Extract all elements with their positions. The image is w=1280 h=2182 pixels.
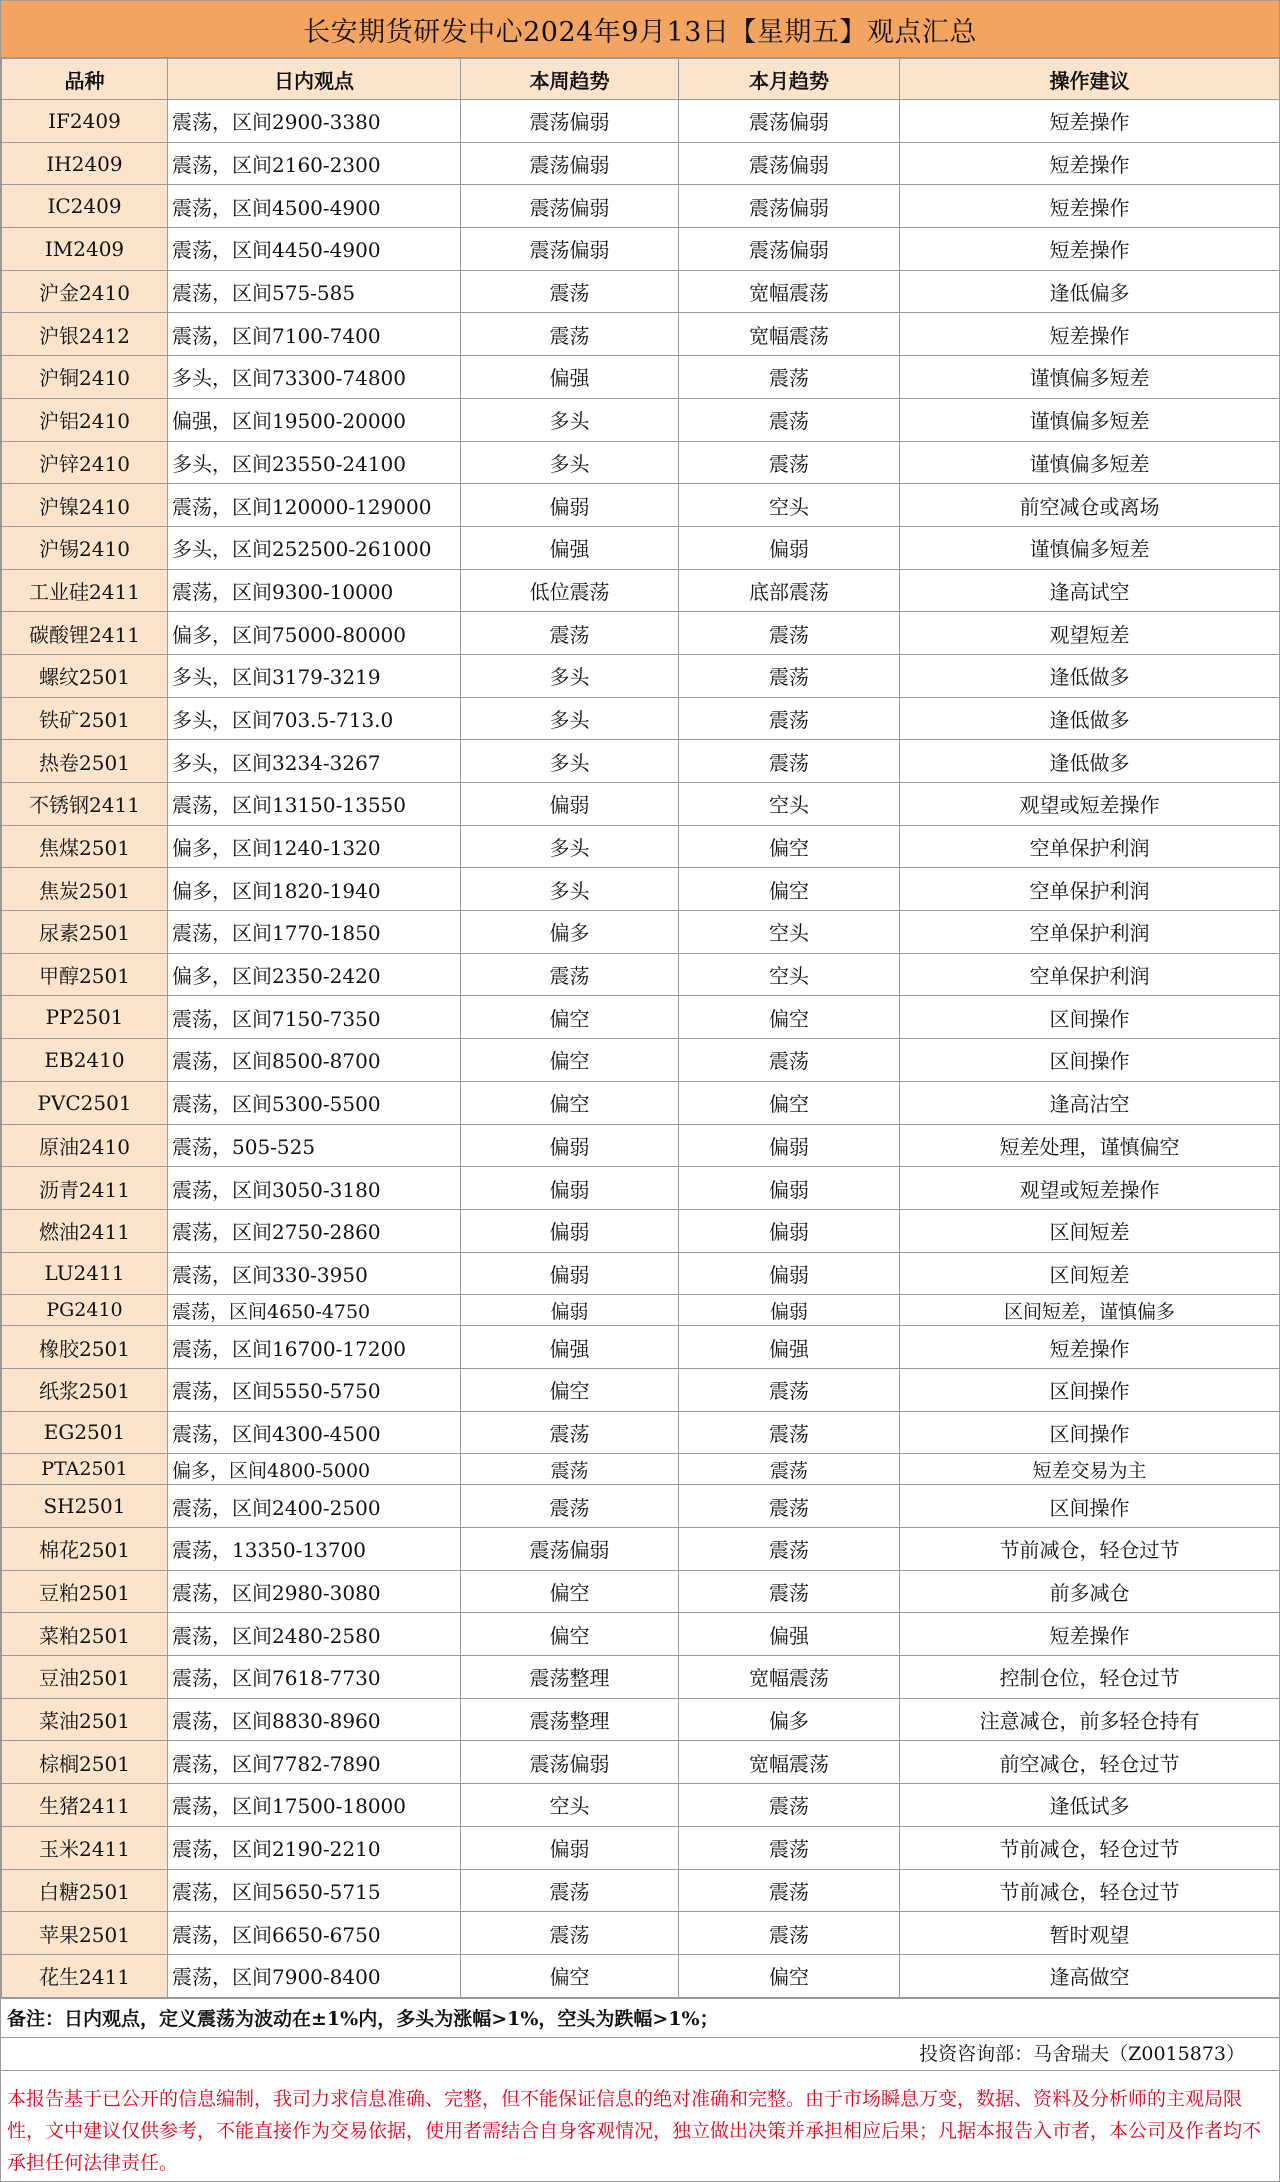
advice-cell: 节前减仓，轻仓过节 <box>900 1869 1280 1912</box>
weekly-trend-cell: 偏弱 <box>461 1295 679 1326</box>
intraday-view-cell: 偏多，区间1820-1940 <box>168 868 461 911</box>
intraday-view-cell: 震荡，区间330-3950 <box>168 1252 461 1295</box>
monthly-trend-cell: 震荡 <box>679 1485 900 1528</box>
header-weekly-trend: 本周趋势 <box>461 59 679 100</box>
advice-cell: 暂时观望 <box>900 1912 1280 1955</box>
weekly-trend-cell: 震荡 <box>461 1485 679 1528</box>
intraday-view-cell: 震荡，区间7782-7890 <box>168 1741 461 1784</box>
variety-cell: 热卷2501 <box>2 740 168 783</box>
weekly-trend-cell: 偏多 <box>461 911 679 954</box>
intraday-view-cell: 震荡，区间17500-18000 <box>168 1784 461 1827</box>
weekly-trend-cell: 偏空 <box>461 996 679 1039</box>
table-row <box>2 484 1280 527</box>
variety-cell: PP2501 <box>2 996 168 1039</box>
monthly-trend-cell: 偏弱 <box>679 1295 900 1326</box>
advice-cell: 观望短差 <box>900 612 1280 655</box>
table-row <box>2 783 1280 826</box>
intraday-view-cell: 震荡，区间2190-2210 <box>168 1826 461 1869</box>
variety-cell: 原油2410 <box>2 1124 168 1167</box>
advice-cell: 谨慎偏多短差 <box>900 526 1280 569</box>
table-row <box>2 1528 1280 1571</box>
intraday-view-cell: 多头，区间3234-3267 <box>168 740 461 783</box>
variety-cell: 沪锌2410 <box>2 441 168 484</box>
table-row <box>2 1741 1280 1784</box>
table-row <box>2 996 1280 1039</box>
advice-cell: 控制仓位，轻仓过节 <box>900 1656 1280 1699</box>
monthly-trend-cell: 偏空 <box>679 1954 900 1997</box>
intraday-view-cell: 震荡，区间5650-5715 <box>168 1869 461 1912</box>
monthly-trend-cell: 震荡偏弱 <box>679 185 900 228</box>
weekly-trend-cell: 震荡 <box>461 953 679 996</box>
weekly-trend-cell: 偏弱 <box>461 1826 679 1869</box>
monthly-trend-cell: 偏强 <box>679 1326 900 1369</box>
advice-cell: 观望或短差操作 <box>900 1167 1280 1210</box>
variety-cell: 沪金2410 <box>2 270 168 313</box>
weekly-trend-cell: 偏空 <box>461 1081 679 1124</box>
variety-cell: 纸浆2501 <box>2 1368 168 1411</box>
weekly-trend-cell: 震荡 <box>461 612 679 655</box>
advice-cell: 区间操作 <box>900 1368 1280 1411</box>
variety-cell: 工业硅2411 <box>2 569 168 612</box>
weekly-trend-cell: 偏空 <box>461 1954 679 1997</box>
monthly-trend-cell: 震荡 <box>679 1570 900 1613</box>
weekly-trend-cell: 偏空 <box>461 1570 679 1613</box>
intraday-view-cell: 震荡，区间5300-5500 <box>168 1081 461 1124</box>
table-row <box>2 1326 1280 1369</box>
table-row <box>2 911 1280 954</box>
advice-cell: 短差操作 <box>900 142 1280 185</box>
variety-cell: 豆粕2501 <box>2 1570 168 1613</box>
monthly-trend-cell: 空头 <box>679 953 900 996</box>
weekly-trend-cell: 震荡 <box>461 1912 679 1955</box>
monthly-trend-cell: 空头 <box>679 911 900 954</box>
intraday-view-cell: 震荡，区间5550-5750 <box>168 1368 461 1411</box>
table-row <box>2 356 1280 399</box>
variety-cell: 尿素2501 <box>2 911 168 954</box>
monthly-trend-cell: 偏空 <box>679 868 900 911</box>
variety-cell: LU2411 <box>2 1252 168 1295</box>
monthly-trend-cell: 偏弱 <box>679 526 900 569</box>
intraday-view-cell: 多头，区间23550-24100 <box>168 441 461 484</box>
table-row <box>2 1485 1280 1528</box>
monthly-trend-cell: 震荡 <box>679 1912 900 1955</box>
weekly-trend-cell: 震荡 <box>461 270 679 313</box>
intraday-view-cell: 震荡，区间8500-8700 <box>168 1039 461 1082</box>
intraday-view-cell: 震荡，区间2980-3080 <box>168 1570 461 1613</box>
variety-cell: 菜油2501 <box>2 1698 168 1741</box>
advice-cell: 区间操作 <box>900 1039 1280 1082</box>
variety-cell: 花生2411 <box>2 1954 168 1997</box>
variety-cell: PTA2501 <box>2 1454 168 1485</box>
intraday-view-cell: 震荡，区间575-585 <box>168 270 461 313</box>
variety-cell: IM2409 <box>2 228 168 271</box>
advice-cell: 谨慎偏多短差 <box>900 441 1280 484</box>
variety-cell: IF2409 <box>2 100 168 143</box>
weekly-trend-cell: 偏弱 <box>461 783 679 826</box>
variety-cell: 白糖2501 <box>2 1869 168 1912</box>
table-row <box>2 1869 1280 1912</box>
advice-cell: 逢低试多 <box>900 1784 1280 1827</box>
table-row <box>2 1411 1280 1454</box>
weekly-trend-cell: 震荡偏弱 <box>461 142 679 185</box>
weekly-trend-cell: 多头 <box>461 398 679 441</box>
variety-cell: 棕榈2501 <box>2 1741 168 1784</box>
advice-cell: 谨慎偏多短差 <box>900 398 1280 441</box>
weekly-trend-cell: 偏弱 <box>461 1209 679 1252</box>
monthly-trend-cell: 震荡 <box>679 398 900 441</box>
monthly-trend-cell: 震荡 <box>679 441 900 484</box>
weekly-trend-cell: 偏弱 <box>461 1124 679 1167</box>
variety-cell: EG2501 <box>2 1411 168 1454</box>
variety-cell: 螺纹2501 <box>2 654 168 697</box>
advice-cell: 区间操作 <box>900 996 1280 1039</box>
monthly-trend-cell: 偏弱 <box>679 1167 900 1210</box>
intraday-view-cell: 震荡，区间2160-2300 <box>168 142 461 185</box>
table-row <box>2 270 1280 313</box>
intraday-view-cell: 震荡，区间1770-1850 <box>168 911 461 954</box>
variety-cell: 玉米2411 <box>2 1826 168 1869</box>
monthly-trend-cell: 宽幅震荡 <box>679 313 900 356</box>
monthly-trend-cell: 震荡偏弱 <box>679 228 900 271</box>
monthly-trend-cell: 震荡偏弱 <box>679 100 900 143</box>
table-row <box>2 228 1280 271</box>
advice-cell: 谨慎偏多短差 <box>900 356 1280 399</box>
weekly-trend-cell: 偏空 <box>461 1368 679 1411</box>
contact-text: 投资咨询部：马舍瑞夫（Z0015873） <box>1 2037 1279 2070</box>
header-monthly-trend: 本月趋势 <box>679 59 900 100</box>
intraday-view-cell: 震荡，区间4650-4750 <box>168 1295 461 1326</box>
weekly-trend-cell: 震荡 <box>461 1869 679 1912</box>
advice-cell: 逢低做多 <box>900 740 1280 783</box>
monthly-trend-cell: 宽幅震荡 <box>679 1741 900 1784</box>
page-title: 长安期货研发中心2024年9月13日【星期五】观点汇总 <box>1 0 1279 58</box>
table-row <box>2 953 1280 996</box>
intraday-view-cell: 震荡，区间4300-4500 <box>168 1411 461 1454</box>
advice-cell: 空单保护利润 <box>900 868 1280 911</box>
advice-cell: 空单保护利润 <box>900 953 1280 996</box>
intraday-view-cell: 震荡，区间3050-3180 <box>168 1167 461 1210</box>
weekly-trend-cell: 震荡 <box>461 1454 679 1485</box>
weekly-trend-cell: 偏强 <box>461 526 679 569</box>
table-row <box>2 1570 1280 1613</box>
variety-cell: 沪镍2410 <box>2 484 168 527</box>
monthly-trend-cell: 底部震荡 <box>679 569 900 612</box>
advice-cell: 短差操作 <box>900 100 1280 143</box>
weekly-trend-cell: 多头 <box>461 740 679 783</box>
advice-cell: 逢低做多 <box>900 654 1280 697</box>
monthly-trend-cell: 震荡 <box>679 1528 900 1571</box>
table-row <box>2 1295 1280 1326</box>
advice-cell: 短差操作 <box>900 313 1280 356</box>
variety-cell: PG2410 <box>2 1295 168 1326</box>
variety-cell: 沪铝2410 <box>2 398 168 441</box>
monthly-trend-cell: 震荡 <box>679 740 900 783</box>
monthly-trend-cell: 震荡 <box>679 1039 900 1082</box>
intraday-view-cell: 偏多，区间1240-1320 <box>168 825 461 868</box>
advice-cell: 空单保护利润 <box>900 825 1280 868</box>
monthly-trend-cell: 震荡 <box>679 356 900 399</box>
intraday-view-cell: 多头，区间252500-261000 <box>168 526 461 569</box>
advice-cell: 短差操作 <box>900 185 1280 228</box>
variety-cell: 苹果2501 <box>2 1912 168 1955</box>
advice-cell: 空单保护利润 <box>900 911 1280 954</box>
intraday-view-cell: 偏多，区间75000-80000 <box>168 612 461 655</box>
variety-cell: 豆油2501 <box>2 1656 168 1699</box>
advice-cell: 区间短差，谨慎偏多 <box>900 1295 1280 1326</box>
table-row <box>2 1784 1280 1827</box>
table-row <box>2 1368 1280 1411</box>
advice-cell: 逢高试空 <box>900 569 1280 612</box>
intraday-view-cell: 震荡，区间2480-2580 <box>168 1613 461 1656</box>
intraday-view-cell: 多头，区间73300-74800 <box>168 356 461 399</box>
advice-cell: 短差操作 <box>900 228 1280 271</box>
table-row <box>2 1656 1280 1699</box>
monthly-trend-cell: 震荡 <box>679 697 900 740</box>
variety-cell: PVC2501 <box>2 1081 168 1124</box>
table-row <box>2 185 1280 228</box>
table-row <box>2 1698 1280 1741</box>
table-row <box>2 612 1280 655</box>
monthly-trend-cell: 震荡 <box>679 1368 900 1411</box>
views-table <box>1 58 1280 1998</box>
monthly-trend-cell: 宽幅震荡 <box>679 1656 900 1699</box>
intraday-view-cell: 震荡，区间4450-4900 <box>168 228 461 271</box>
intraday-view-cell: 偏多，区间4800-5000 <box>168 1454 461 1485</box>
intraday-view-cell: 震荡，区间16700-17200 <box>168 1326 461 1369</box>
table-row <box>2 1826 1280 1869</box>
weekly-trend-cell: 震荡偏弱 <box>461 1741 679 1784</box>
intraday-view-cell: 震荡，505-525 <box>168 1124 461 1167</box>
table-row <box>2 398 1280 441</box>
advice-cell: 逢高沽空 <box>900 1081 1280 1124</box>
advice-cell: 观望或短差操作 <box>900 783 1280 826</box>
advice-cell: 前空减仓或离场 <box>900 484 1280 527</box>
monthly-trend-cell: 空头 <box>679 484 900 527</box>
header-row <box>2 59 1280 100</box>
table-row <box>2 740 1280 783</box>
variety-cell: 沪铜2410 <box>2 356 168 399</box>
weekly-trend-cell: 偏弱 <box>461 1252 679 1295</box>
variety-cell: 橡胶2501 <box>2 1326 168 1369</box>
weekly-trend-cell: 震荡整理 <box>461 1656 679 1699</box>
table-row <box>2 825 1280 868</box>
table-row <box>2 1912 1280 1955</box>
advice-cell: 逢低偏多 <box>900 270 1280 313</box>
table-row <box>2 1124 1280 1167</box>
weekly-trend-cell: 偏弱 <box>461 484 679 527</box>
intraday-view-cell: 震荡，区间120000-129000 <box>168 484 461 527</box>
weekly-trend-cell: 多头 <box>461 868 679 911</box>
table-row <box>2 1039 1280 1082</box>
weekly-trend-cell: 偏弱 <box>461 1167 679 1210</box>
advice-cell: 区间短差 <box>900 1252 1280 1295</box>
variety-cell: IC2409 <box>2 185 168 228</box>
intraday-view-cell: 震荡，13350-13700 <box>168 1528 461 1571</box>
weekly-trend-cell: 多头 <box>461 697 679 740</box>
monthly-trend-cell: 偏空 <box>679 1081 900 1124</box>
monthly-trend-cell: 偏强 <box>679 1613 900 1656</box>
advice-cell: 逢低做多 <box>900 697 1280 740</box>
variety-cell: 生猪2411 <box>2 1784 168 1827</box>
intraday-view-cell: 震荡，区间9300-10000 <box>168 569 461 612</box>
advice-cell: 短差交易为主 <box>900 1454 1280 1485</box>
weekly-trend-cell: 震荡 <box>461 313 679 356</box>
table-row <box>2 569 1280 612</box>
monthly-trend-cell: 偏弱 <box>679 1124 900 1167</box>
header-intraday-view: 日内观点 <box>168 59 461 100</box>
table-row <box>2 100 1280 143</box>
table-row <box>2 526 1280 569</box>
intraday-view-cell: 震荡，区间6650-6750 <box>168 1912 461 1955</box>
note-text: 备注：日内观点，定义震荡为波动在±1%内，多头为涨幅>1%，空头为跌幅>1%； <box>1 1998 1279 2037</box>
intraday-view-cell: 震荡，区间7100-7400 <box>168 313 461 356</box>
intraday-view-cell: 震荡，区间2900-3380 <box>168 100 461 143</box>
intraday-view-cell: 偏强，区间19500-20000 <box>168 398 461 441</box>
table-row <box>2 1252 1280 1295</box>
advice-cell: 前空减仓，轻仓过节 <box>900 1741 1280 1784</box>
monthly-trend-cell: 震荡 <box>679 654 900 697</box>
variety-cell: 燃油2411 <box>2 1209 168 1252</box>
intraday-view-cell: 偏多，区间2350-2420 <box>168 953 461 996</box>
table-row <box>2 654 1280 697</box>
intraday-view-cell: 震荡，区间13150-13550 <box>168 783 461 826</box>
variety-cell: 沪锡2410 <box>2 526 168 569</box>
intraday-view-cell: 震荡，区间8830-8960 <box>168 1698 461 1741</box>
variety-cell: 铁矿2501 <box>2 697 168 740</box>
table-row <box>2 1209 1280 1252</box>
weekly-trend-cell: 低位震荡 <box>461 569 679 612</box>
weekly-trend-cell: 震荡偏弱 <box>461 228 679 271</box>
variety-cell: 菜粕2501 <box>2 1613 168 1656</box>
intraday-view-cell: 多头，区间3179-3219 <box>168 654 461 697</box>
intraday-view-cell: 震荡，区间7150-7350 <box>168 996 461 1039</box>
variety-cell: 甲醇2501 <box>2 953 168 996</box>
monthly-trend-cell: 震荡 <box>679 1784 900 1827</box>
table-row <box>2 1081 1280 1124</box>
monthly-trend-cell: 震荡 <box>679 1826 900 1869</box>
advice-cell: 短差操作 <box>900 1613 1280 1656</box>
monthly-trend-cell: 震荡 <box>679 1411 900 1454</box>
advice-cell: 前多减仓 <box>900 1570 1280 1613</box>
table-row <box>2 142 1280 185</box>
variety-cell: SH2501 <box>2 1485 168 1528</box>
variety-cell: EB2410 <box>2 1039 168 1082</box>
advice-cell: 逢高做空 <box>900 1954 1280 1997</box>
variety-cell: 焦煤2501 <box>2 825 168 868</box>
weekly-trend-cell: 震荡偏弱 <box>461 1528 679 1571</box>
weekly-trend-cell: 多头 <box>461 654 679 697</box>
variety-cell: 不锈钢2411 <box>2 783 168 826</box>
monthly-trend-cell: 偏空 <box>679 825 900 868</box>
advice-cell: 节前减仓，轻仓过节 <box>900 1528 1280 1571</box>
table-row <box>2 868 1280 911</box>
advice-cell: 节前减仓，轻仓过节 <box>900 1826 1280 1869</box>
weekly-trend-cell: 多头 <box>461 825 679 868</box>
intraday-view-cell: 震荡，区间7618-7730 <box>168 1656 461 1699</box>
variety-cell: 焦炭2501 <box>2 868 168 911</box>
weekly-trend-cell: 偏强 <box>461 1326 679 1369</box>
variety-cell: 沪银2412 <box>2 313 168 356</box>
weekly-trend-cell: 震荡 <box>461 1411 679 1454</box>
monthly-trend-cell: 空头 <box>679 783 900 826</box>
table-row <box>2 313 1280 356</box>
table-row <box>2 1454 1280 1485</box>
table-row <box>2 697 1280 740</box>
weekly-trend-cell: 震荡整理 <box>461 1698 679 1741</box>
monthly-trend-cell: 震荡 <box>679 1869 900 1912</box>
advice-cell: 短差操作 <box>900 1326 1280 1369</box>
advice-cell: 短差处理，谨慎偏空 <box>900 1124 1280 1167</box>
advice-cell: 注意减仓，前多轻仓持有 <box>900 1698 1280 1741</box>
advice-cell: 区间操作 <box>900 1485 1280 1528</box>
monthly-trend-cell: 偏空 <box>679 996 900 1039</box>
advice-cell: 区间操作 <box>900 1411 1280 1454</box>
weekly-trend-cell: 偏空 <box>461 1039 679 1082</box>
intraday-view-cell: 多头，区间703.5-713.0 <box>168 697 461 740</box>
table-row <box>2 1954 1280 1997</box>
variety-cell: 棉花2501 <box>2 1528 168 1571</box>
header-variety: 品种 <box>2 59 168 100</box>
table-row <box>2 1613 1280 1656</box>
monthly-trend-cell: 偏弱 <box>679 1209 900 1252</box>
weekly-trend-cell: 空头 <box>461 1784 679 1827</box>
table-row <box>2 441 1280 484</box>
variety-cell: 沥青2411 <box>2 1167 168 1210</box>
variety-cell: IH2409 <box>2 142 168 185</box>
monthly-trend-cell: 偏弱 <box>679 1252 900 1295</box>
monthly-trend-cell: 震荡 <box>679 612 900 655</box>
intraday-view-cell: 震荡，区间2400-2500 <box>168 1485 461 1528</box>
weekly-trend-cell: 偏强 <box>461 356 679 399</box>
intraday-view-cell: 震荡，区间2750-2860 <box>168 1209 461 1252</box>
monthly-trend-cell: 震荡 <box>679 1454 900 1485</box>
weekly-trend-cell: 偏空 <box>461 1613 679 1656</box>
table-row <box>2 1167 1280 1210</box>
weekly-trend-cell: 多头 <box>461 441 679 484</box>
advice-cell: 区间短差 <box>900 1209 1280 1252</box>
monthly-trend-cell: 偏多 <box>679 1698 900 1741</box>
header-advice: 操作建议 <box>900 59 1280 100</box>
monthly-trend-cell: 宽幅震荡 <box>679 270 900 313</box>
intraday-view-cell: 震荡，区间4500-4900 <box>168 185 461 228</box>
variety-cell: 碳酸锂2411 <box>2 612 168 655</box>
weekly-trend-cell: 震荡偏弱 <box>461 100 679 143</box>
monthly-trend-cell: 震荡偏弱 <box>679 142 900 185</box>
disclaimer-text: 本报告基于已公开的信息编制，我司力求信息准确、完整，但不能保证信息的绝对准确和完整。由于市场瞬息万变，数据、资料及分析师的主观局限性，文中建议仅供参考，不能直接作为交易依据，使用者需结合自身客观情况，独立做出决策并承担相应后果；凡据本报告入市者，本公司及作者均不承担任何法律责任。 <box>1 2070 1279 2182</box>
intraday-view-cell: 震荡，区间7900-8400 <box>168 1954 461 1997</box>
weekly-trend-cell: 震荡偏弱 <box>461 185 679 228</box>
